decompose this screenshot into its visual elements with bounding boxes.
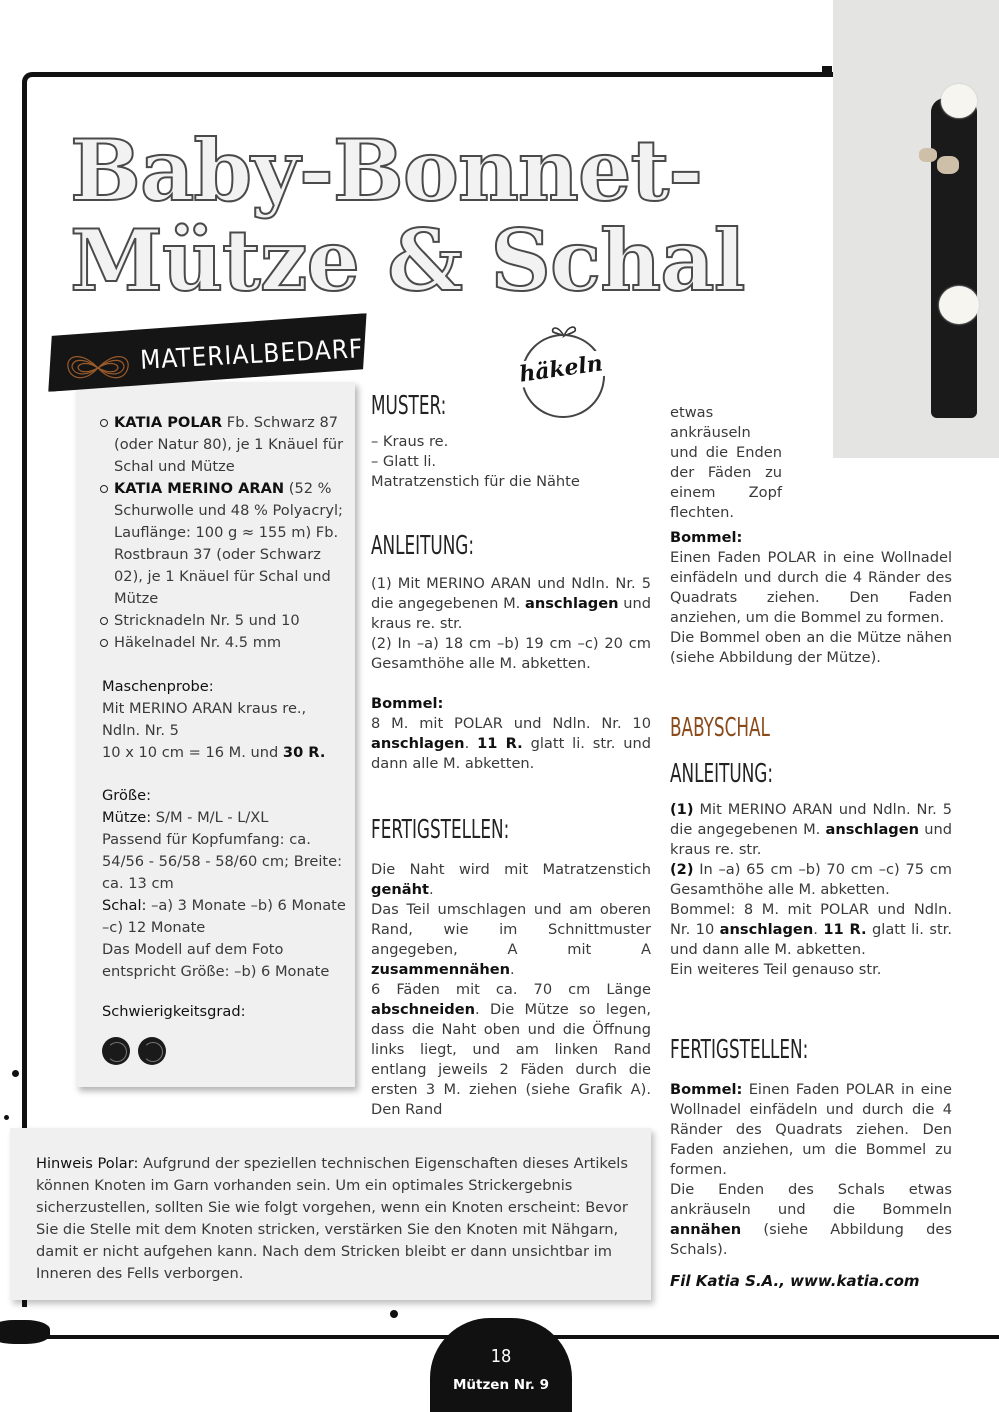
fertig-part: . Die Mütze so legen, dass die Naht oben und die Öffnung links liegt, und am linken Rand entlang jeweils 2 Fäden durch die ersten 3 M. ziehen (siehe Grafik A). Den Rand [371, 1001, 651, 1118]
anleitung-heading: ANLEITUNG: [670, 759, 774, 789]
gauge-block [102, 676, 347, 764]
product-photo [833, 0, 999, 458]
fertig-part: . [510, 961, 515, 978]
material-heading: MATERIALBEDARF [139, 334, 365, 376]
difficulty-block [102, 1001, 347, 1072]
size-block [102, 785, 347, 983]
list-item [98, 610, 348, 632]
babyschal-heading: BABYSCHAL [670, 713, 770, 743]
page-number: 18 [490, 1346, 512, 1367]
bommel-text: Einen Faden POLAR in eine Wollnadel einfädeln und durch die 4 Ränder des Quadrats ziehen. Den Faden anziehen, um die Bommel zu formen. [670, 549, 952, 626]
step-2 [670, 860, 952, 900]
step-keyword: anschlagen [719, 921, 814, 938]
bommel-keyword: anschlagen [371, 735, 465, 752]
hat-fit: Passend für Kopfumfang: ca. 54/56 - 56/58 - 58/60 cm; Breite: ca. 13 cm [102, 831, 343, 892]
butterfly-icon [62, 349, 134, 387]
step-4: Ein weiteres Teil genauso str. [670, 961, 882, 978]
continuation-text [670, 403, 782, 523]
scarf-image [931, 98, 977, 418]
continuation: etwas ankräuseln und die Enden der Fäden zu einem Zopf flechten. [670, 404, 782, 521]
bommel-part: . [464, 735, 478, 752]
yarn-ball-icon [102, 1037, 130, 1065]
step-number: (2) [670, 861, 694, 878]
material-detail: Fb. Schwarz 87 (oder Natur 80), je 1 Knäuel für Schal und Mütze [114, 414, 344, 475]
step-text: glatt li. str. und dann alle M. abketten. [670, 921, 952, 958]
step-text: Mit MERINO ARAN und Ndln. Nr. 5 die angegebenen M. [670, 801, 952, 838]
credit-line: Fil Katia S.A., www.katia.com [670, 1272, 920, 1290]
frame-corner [822, 66, 832, 74]
fertigstellen-section [371, 815, 651, 1120]
list-item: – Kraus re. [371, 433, 449, 450]
charm [937, 156, 959, 174]
muster-list [371, 432, 651, 492]
magazine-name: Mützen Nr. 9 [452, 1377, 550, 1393]
list-item [98, 412, 348, 478]
hint-body: Aufgrund der speziellen technischen Eigenschaften dieses Artikels können Knoten im Garn vorhanden sein. Um ein optimales Strickergebnis sicherzustellen, sollten Sie wie folgt vorgehen, wenn ein Knoten erscheint: Bevor Sie die Stelle mit dem Knoten stricken, verstärken Sie den Knoten mit Nähgarn, damit er nicht aufgehen kann. Nach dem Stricken bleibt er dann unsichtbar im Inneren des Fells verborgen. [36, 1155, 628, 1282]
ink-splatter [0, 1320, 50, 1344]
step-text: In –a) 65 cm –b) 70 cm –c) 75 cm Gesamthöhe alle M. abketten. [670, 861, 952, 898]
gauge-size: 10 x 10 cm = 16 M. und [102, 744, 283, 761]
step-3 [670, 900, 952, 960]
charm [919, 148, 937, 162]
step-number: (1) [670, 801, 694, 818]
gauge-line [102, 742, 347, 764]
fertig-part: Einen Faden POLAR in eine Wollnadel einfädeln und durch die 4 Ränder des Quadrats ziehen. Den Faden anziehen, um die Bommel zu formen. [670, 1081, 952, 1178]
title-line-2: Mütze & Schal [70, 211, 745, 310]
step-1 [371, 574, 651, 634]
bommel-part: glatt li. str. und dann alle M. abketten. [371, 735, 651, 772]
material-detail: (52 % Schurwolle und 48 % Polyacryl; Lauflänge: 100 g ≈ 155 m) Fb. Rostbraun 37 (oder Schwarz 02), je 1 Knäuel für Schal und Mütze [114, 480, 343, 607]
model-note: Das Modell auf dem Foto entspricht Größe: –b) 6 Monate [102, 941, 330, 980]
step-text: und kraus re. str. [371, 595, 651, 632]
list-item [98, 632, 348, 654]
fertig-text [670, 1080, 952, 1180]
bommel-text-2: Die Bommel oben an die Mütze nähen (siehe Abbildung der Mütze). [670, 629, 952, 666]
fertig-part: (siehe Abbildung des Schals). [670, 1221, 952, 1258]
bommel-heading: Bommel: [371, 695, 444, 712]
fertig-text [371, 860, 651, 1120]
fertig-keyword: zusammennähen [371, 961, 511, 978]
fertig-part: Das Teil umschlagen und am oberen Rand, wie im Schnittmuster angegeben, A mit A [371, 901, 651, 958]
fertig-part: 6 Fäden mit ca. 70 cm Länge [371, 981, 651, 998]
list-item [98, 478, 348, 610]
page-title [70, 121, 745, 310]
material-detail: Häkelnadel Nr. 4.5 mm [114, 634, 282, 651]
gauge-rows: 30 R. [282, 744, 326, 761]
step-2: (2) In –a) 18 cm –b) 19 cm –c) 20 cm Gesamthöhe alle M. abketten. [371, 635, 651, 672]
fertig-keyword: annähen [670, 1221, 742, 1238]
ink-splatter [12, 1070, 19, 1077]
gauge-text: Mit MERINO ARAN kraus re., Ndln. Nr. 5 [102, 700, 307, 739]
step-keyword: anschlagen [524, 595, 619, 612]
pompom-top [941, 84, 977, 118]
fertig-keyword: genäht [371, 881, 429, 898]
material-name: KATIA MERINO ARAN [114, 480, 285, 497]
fertig-part: Die Naht wird mit Matratzenstich [371, 861, 651, 878]
muster-heading: MUSTER: [371, 391, 447, 421]
stamp-label: häkeln [510, 349, 613, 389]
material-name: KATIA POLAR [114, 414, 223, 431]
bommel-section [670, 528, 952, 668]
step-keyword: 11 R. [823, 921, 867, 938]
ink-splatter [390, 1310, 398, 1318]
scarf-size [102, 895, 347, 939]
ink-splatter [4, 1115, 9, 1120]
fertigstellen-heading: FERTIGSTELLEN: [371, 815, 510, 845]
step-text: (1) Mit MERINO ARAN und Ndln. Nr. 5 die angegebenen M. [371, 575, 651, 612]
fertig-part: . [428, 881, 434, 898]
step-text: Bommel: 8 M. mit POLAR und Ndln. Nr. 10 [670, 901, 952, 938]
babyschal-section [670, 713, 952, 980]
title-line-1: Baby-Bonnet- [70, 121, 703, 220]
pompom-bottom [939, 286, 979, 324]
size-heading: Größe: [102, 787, 152, 804]
gauge-heading: Maschenprobe: [102, 678, 214, 695]
step-text: . [813, 921, 824, 938]
hint-text [36, 1153, 630, 1285]
list-item: Matratzenstich für die Nähte [371, 473, 580, 490]
anleitung-heading: ANLEITUNG: [371, 531, 475, 561]
bommel-keyword: 11 R. [477, 735, 523, 752]
hat-label: Mütze: [102, 809, 152, 826]
bommel-part: 8 M. mit POLAR und Ndln. Nr. 10 [371, 715, 651, 732]
difficulty-rating [102, 1037, 347, 1072]
step-1 [670, 800, 952, 860]
material-list [98, 412, 348, 654]
bommel-text [371, 714, 651, 774]
hint-label: Hinweis Polar: [36, 1155, 139, 1172]
bommel-heading: Bommel: [670, 529, 743, 546]
step-keyword: anschlagen [825, 821, 920, 838]
fertig-label: Bommel: [670, 1081, 743, 1098]
list-item: – Glatt li. [371, 453, 437, 470]
fertig-keyword: abschneiden [371, 1001, 476, 1018]
hat-size [102, 807, 347, 829]
haekeln-stamp [517, 322, 605, 406]
hat-sizes: S/M - M/L - L/XL [151, 809, 269, 826]
scarf-sizes: –a) 3 Monate –b) 6 Monate –c) 12 Monate [102, 897, 346, 936]
material-detail: Stricknadeln Nr. 5 und 10 [114, 612, 300, 629]
muster-section [371, 391, 651, 492]
step-text: und kraus re. str. [670, 821, 952, 858]
fertig-text-2 [670, 1180, 952, 1260]
schal-fertigstellen-section [670, 1035, 952, 1260]
difficulty-heading: Schwierigkeitsgrad: [102, 1003, 246, 1020]
yarn-ball-icon [138, 1037, 166, 1065]
fertig-part: Die Enden des Schals etwas ankräuseln und die Bommeln [670, 1181, 952, 1218]
anleitung-section [371, 531, 651, 774]
fertigstellen-heading: FERTIGSTELLEN: [670, 1035, 809, 1065]
scarf-label: Schal: [102, 897, 147, 914]
